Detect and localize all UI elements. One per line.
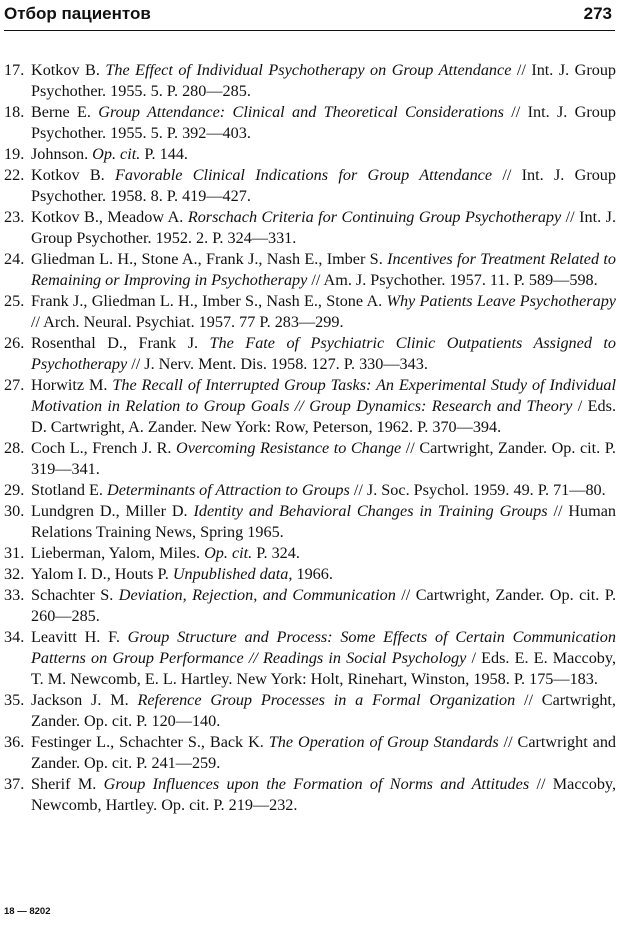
reference-title: Group Structure and Process: Some Effects of Certain Communication Patterns on Group Performance // Readings in Social Psychology (31, 628, 616, 667)
reference-title: Group Attendance: Clinical and Theoretical Considerations (98, 103, 504, 121)
reference-number: 17. (4, 61, 25, 79)
reference-item (4, 438, 616, 480)
reference-source: // Arch. Neural. Psychiat. 1957. 77 P. 283—299. (31, 313, 344, 331)
reference-title: The Effect of Individual Psychotherapy on Group Attendance (105, 61, 512, 79)
reference-number: 34. (4, 628, 25, 646)
reference-item (4, 627, 616, 690)
chapter-title: Отбор пациентов (4, 4, 151, 23)
reference-source: // Cartwright, Zander. Op. cit. P. 260—285. (31, 586, 617, 625)
reference-source: // Cartwright, Zander. Op. cit. P. 120—140. (31, 691, 616, 730)
reference-item (4, 249, 616, 291)
reference-authors: Lieberman, Yalom, Miles. (31, 544, 205, 562)
reference-item (4, 60, 616, 102)
reference-title: The Operation of Group Standards (268, 733, 499, 751)
reference-source: // Int. J. Group Psychother. 1952. 2. P. 324—331. (31, 208, 616, 247)
reference-item (4, 207, 616, 249)
reference-number: 33. (4, 586, 25, 604)
reference-item (4, 165, 616, 207)
reference-item (4, 144, 616, 165)
reference-title: Reference Group Processes in a Formal Organization (137, 691, 516, 709)
reference-source: / Eds. D. Cartwright, A. Zander. New York: Row, Peterson, 1962. P. 370—394. (31, 397, 617, 436)
reference-title: Favorable Clinical Indications for Group Attendance (115, 166, 493, 184)
running-head (4, 2, 614, 30)
reference-number: 23. (4, 208, 25, 226)
reference-item (4, 774, 616, 816)
header-rule (4, 30, 615, 31)
reference-source: // Int. J. Group Psychother. 1958. 8. P. 419—427. (31, 166, 616, 205)
reference-authors: Schachter S. (31, 586, 119, 604)
reference-authors: Horwitz M. (31, 376, 113, 394)
reference-title: Rorschach Criteria for Continuing Group Psychotherapy (187, 208, 562, 226)
reference-authors: Kotkov B. (31, 61, 106, 79)
reference-item (4, 291, 616, 333)
reference-authors: Johnson. (31, 145, 93, 163)
reference-number: 22. (4, 166, 25, 184)
reference-number: 28. (4, 439, 25, 457)
reference-title: Overcoming Resistance to Change (176, 439, 402, 457)
reference-item (4, 333, 616, 375)
reference-source: // J. Soc. Psychol. 1959. 49. P. 71—80. (349, 481, 606, 499)
reference-title: Why Patients Leave Psychotherapy (386, 292, 616, 310)
reference-title: Identity and Behavioral Changes in Training Groups (193, 502, 548, 520)
reference-number: 27. (4, 376, 25, 394)
reference-item (4, 480, 616, 501)
reference-item (4, 375, 616, 438)
reference-title: Op. cit. (92, 145, 141, 163)
reference-title: Deviation, Rejection, and Communication (118, 586, 396, 604)
reference-item (4, 501, 616, 543)
reference-authors: Coch L., French J. R. (31, 439, 177, 457)
reference-authors: Berne E. (31, 103, 99, 121)
reference-authors: Rosenthal D., Frank J. (31, 334, 210, 352)
reference-source: // Int. J. Group Psychother. 1955. 5. P. 392—403. (31, 103, 617, 142)
reference-title: Unpublished data, (172, 565, 293, 583)
reference-number: 37. (4, 775, 25, 793)
reference-title: The Recall of Interrupted Group Tasks: An Experimental Study of Individual Motivation in Relation to Group Goals // Group Dynamics: Research and Theory (31, 376, 617, 415)
reference-number: 29. (4, 481, 25, 499)
reference-number: 30. (4, 502, 25, 520)
reference-authors: Frank J., Gliedman L. H., Imber S., Nash E., Stone A. (31, 292, 387, 310)
reference-source: P. 144. (140, 145, 188, 163)
reference-number: 35. (4, 691, 25, 709)
reference-authors: Stotland E. (31, 481, 107, 499)
reference-source: // J. Nerv. Ment. Dis. 1958. 127. P. 330—343. (127, 355, 428, 373)
reference-title: Op. cit. (204, 544, 253, 562)
reference-source: // Int. J. Group Psychother. 1955. 5. P. 280—285. (31, 61, 617, 100)
reference-authors: Kotkov B., Meadow A. (31, 208, 188, 226)
reference-source: P. 324. (252, 544, 300, 562)
reference-source: / Eds. E. E. Maccoby, T. M. Newcomb, E. L. Hartley. New York: Holt, Rinehart, Winston, 1958. P. 175—183. (31, 649, 616, 688)
reference-title: Determinants of Attraction to Groups (107, 481, 350, 499)
printer-signature: 18 — 8202 (4, 906, 51, 917)
reference-number: 26. (4, 334, 25, 352)
reference-item (4, 585, 616, 627)
reference-title: Incentives for Treatment Related to Remaining or Improving in Psychotherapy (31, 250, 616, 289)
page-number: 273 (583, 4, 612, 23)
reference-source: // Cartwright, Zander. Op. cit. P. 319—341. (31, 439, 616, 478)
reference-authors: Kotkov B. (31, 166, 116, 184)
reference-item (4, 102, 616, 144)
reference-source: // Human Relations Training News, Spring 1965. (31, 502, 616, 541)
reference-item (4, 732, 616, 774)
reference-authors: Festinger L., Schachter S., Back K. (31, 733, 269, 751)
reference-number: 36. (4, 733, 25, 751)
reference-source: // Am. J. Psychother. 1957. 11. P. 589—598. (307, 271, 598, 289)
reference-number: 18. (4, 103, 25, 121)
reference-item (4, 564, 616, 585)
reference-source: // Maccoby, Newcomb, Hartley. Op. cit. P. 219—232. (31, 775, 617, 814)
reference-number: 19. (4, 145, 25, 163)
reference-source: // Cartwright and Zander. Op. cit. P. 241—259. (31, 733, 617, 772)
reference-list (4, 60, 616, 816)
reference-authors: Yalom I. D., Houts P. (31, 565, 173, 583)
reference-number: 25. (4, 292, 25, 310)
reference-title: The Fate of Psychiatric Clinic Outpatients Assigned to Psychotherapy (31, 334, 616, 373)
reference-item (4, 543, 616, 564)
reference-item (4, 690, 616, 732)
reference-authors: Gliedman L. H., Stone A., Frank J., Nash E., Imber S. (31, 250, 388, 268)
reference-source: 1966. (292, 565, 333, 583)
reference-title: Group Influences upon the Formation of Norms and Attitudes (103, 775, 530, 793)
reference-authors: Leavitt H. F. (31, 628, 128, 646)
reference-authors: Lundgren D., Miller D. (31, 502, 194, 520)
reference-number: 31. (4, 544, 25, 562)
reference-authors: Sherif M. (31, 775, 104, 793)
reference-number: 24. (4, 250, 25, 268)
reference-number: 32. (4, 565, 25, 583)
reference-authors: Jackson J. M. (31, 691, 138, 709)
